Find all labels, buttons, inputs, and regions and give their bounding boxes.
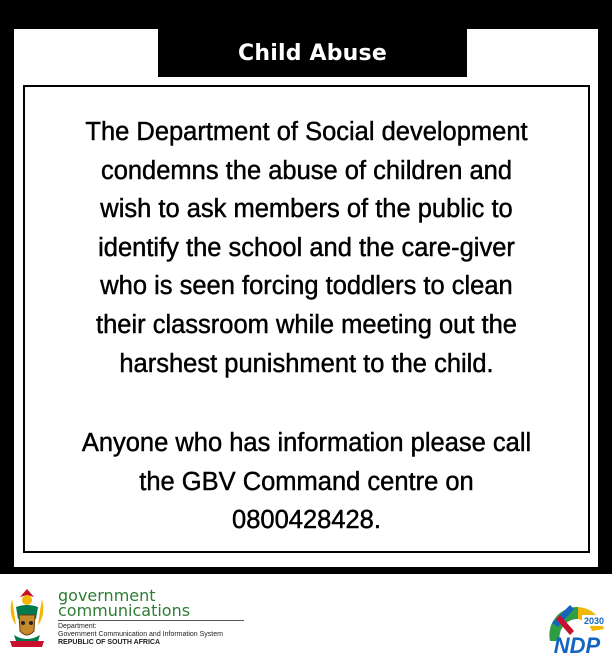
coat-of-arms-icon bbox=[4, 585, 50, 651]
dept-name: Government Communication and Information System bbox=[58, 631, 223, 638]
message-line: wish to ask members of the public to bbox=[100, 195, 513, 224]
dept-label: Department: bbox=[58, 623, 97, 630]
message-line: who is seen forcing toddlers to clean bbox=[100, 272, 513, 301]
message-line: The Department of Social development bbox=[85, 118, 528, 146]
message-line: identify the school and the care-giver bbox=[98, 233, 515, 262]
message-line: their classroom while meeting out the bbox=[96, 310, 517, 339]
ndp-2030-logo bbox=[544, 601, 608, 659]
poster-title: Child Abuse bbox=[158, 29, 467, 77]
ndp-text: NDP bbox=[553, 633, 601, 658]
message-line: Anyone who has information please call bbox=[81, 429, 532, 457]
ndp-year: 2030 bbox=[583, 616, 605, 626]
message-line: the GBV Command centre on bbox=[139, 467, 474, 496]
message-box bbox=[23, 85, 590, 553]
hotline-number: 0800428428. bbox=[232, 506, 381, 535]
country-name: REPUBLIC OF SOUTH AFRICA bbox=[58, 639, 161, 646]
footer bbox=[0, 574, 612, 659]
message-line: condemns the abuse of children and bbox=[100, 156, 513, 185]
brand-line: communications bbox=[58, 601, 191, 620]
message-paragraph-2 bbox=[25, 424, 588, 540]
department-credit bbox=[58, 623, 223, 647]
message-paragraph-1 bbox=[25, 113, 588, 383]
gcis-brand bbox=[58, 588, 190, 618]
brand-line: government bbox=[58, 586, 156, 605]
divider bbox=[58, 620, 244, 621]
message-line: harshest punishment to the child. bbox=[119, 349, 494, 378]
